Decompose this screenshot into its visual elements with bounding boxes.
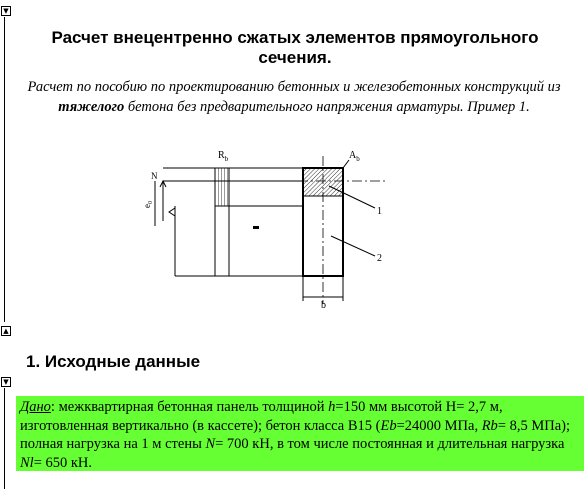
page-subtitle [8,77,580,117]
leader-line-1 [329,186,375,208]
nl-symbol: Nl [20,454,34,471]
subtitle-text-2: бетона без предварительного напряжения арматуры. Пример 1. [124,99,530,115]
h-symbol: h [328,399,336,415]
e0-label: $e_0$ [142,201,154,208]
expand-toggle-icon-2[interactable]: ▼ [1,377,11,387]
given-text-4: = 8,5 МПа); полная нагрузка на 1 м стены [20,417,571,452]
section-guide-line [4,17,5,322]
cross-section-diagram [125,146,395,311]
given-data-box [16,396,584,471]
marker-2-label: 2 [377,253,382,264]
stress-block [215,168,229,206]
b-label: b [321,300,326,311]
rb-label: $R_b$ [218,150,229,163]
eb-symbol: Eb [380,417,397,434]
given-text-1: : межквартирная бетонная панель толщиной [50,399,329,415]
subtitle-bold: тяжелого [58,99,125,115]
given-label: Дано [20,399,51,415]
n-label: N [151,171,158,181]
rb-symbol: Rb [481,417,498,434]
section-guide-line-2 [4,388,5,489]
ab-leader [343,160,349,168]
page-title: Расчет внецентренно сжатых элементов прямоугольного сечения. [51,28,539,67]
n-symbol: N [205,436,216,452]
break-mark [169,208,175,216]
collapse-toggle-icon[interactable]: ▲ [1,326,11,336]
marker-1-label: 1 [377,206,382,217]
ab-label: $A_b$ [349,150,360,163]
section-mark [253,226,259,229]
given-text-5: = 700 кН, в том числе постоянная и длительная нагрузка [215,436,565,452]
given-text-3: =24000 МПа, [396,417,482,434]
subtitle-text-1: Расчет по пособию по проектированию бетонных и железобетонных конструкций из [27,79,561,95]
given-text-6: = 650 кН. [33,454,93,471]
section-heading: 1. Исходные данные [26,352,201,371]
expand-toggle-icon[interactable]: ▼ [1,6,11,16]
leader-line-2 [331,236,375,256]
given-text-2: =150 мм высотой Н= 2,7 м, изготовленная вертикально (в кассете); бетон класса В15 ( [20,399,503,434]
